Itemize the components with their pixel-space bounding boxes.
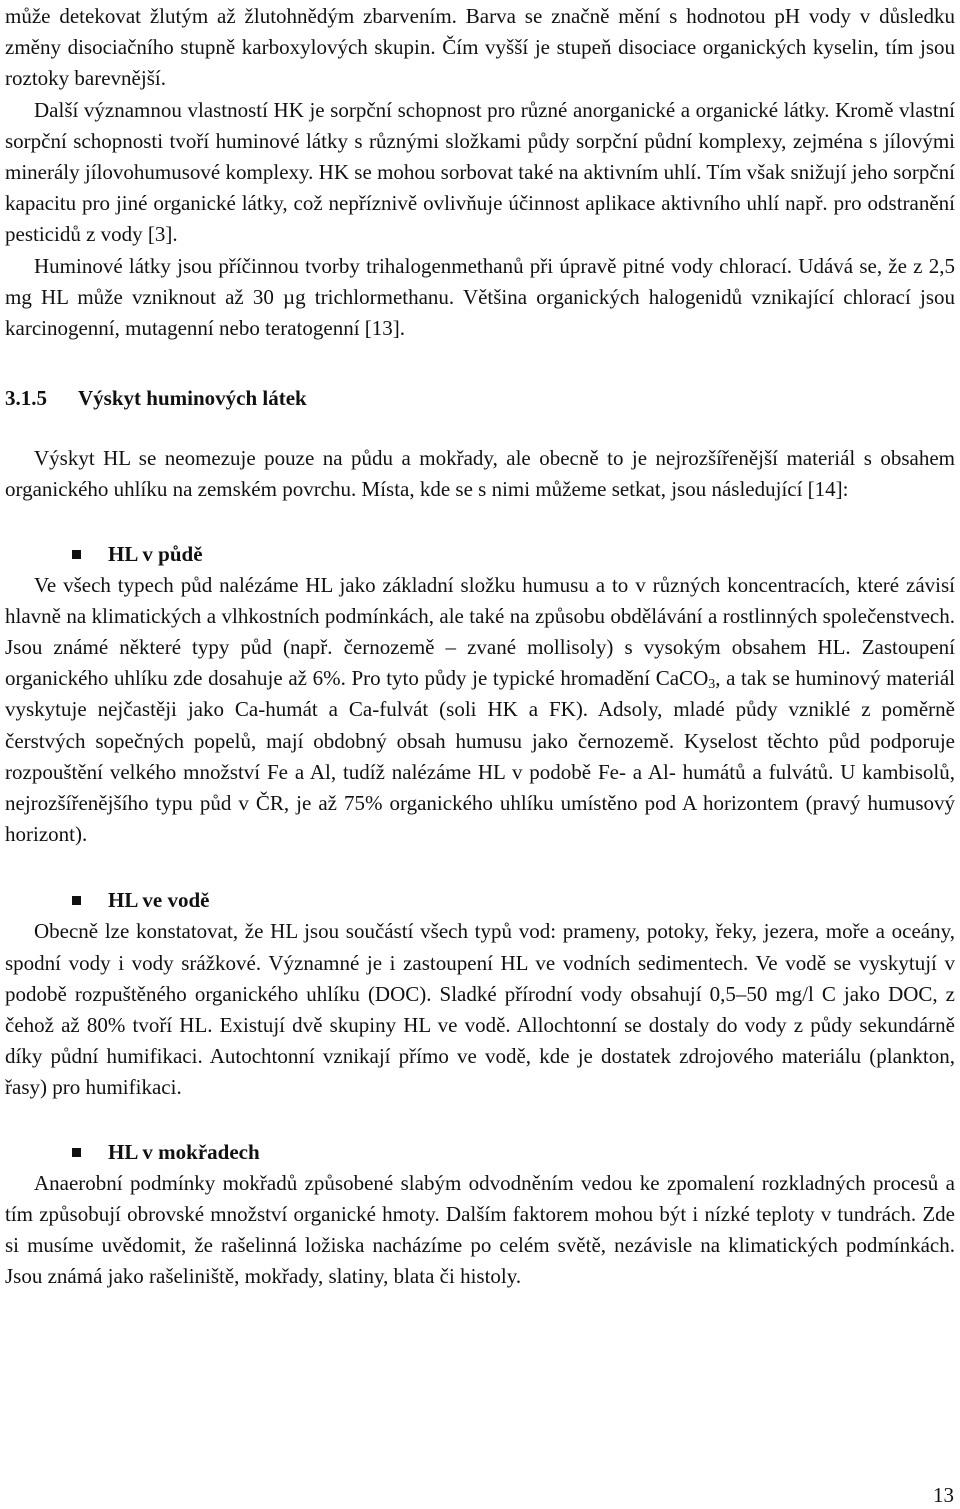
soil-text-after: , a tak se huminový materiál vyskytuje nejčastěji jako Ca-humát a Ca-fulvát (soli HK a FK). Adsoly, mladé půdy vzniklé z poměrně čerstvých sopečných popelů, mají obdobný obsah humusu jako černozemě. Kyselost těchto půd podporuje rozpouštění velkého množství Fe a Al, tudíž nalézáme HL v podobě Fe- a Al- humátů a fulvátů. U kambisolů, nejrozšířenějšího typu půd v ČR, je až 75% organického uhlíku umístěno pod A horizontem (pravý humusový horizont). (5, 666, 955, 847)
paragraph-wetlands: Anaerobní podmínky mokřadů způsobené slabým odvodněním vedou ke zpomalení rozkladných procesů a tím způsobují obrovské množství organické hmoty. Dalším faktorem mohou být i nízké teploty v tundrách. Zde si musíme uvědomit, že rašelinná ložiska nacházíme po celém světě, nezávisle na klimatických podmínkách. Jsou známá jako rašeliniště, mokřady, slatiny, blata či histoly. (5, 1170, 955, 1289)
paragraph-sorption: Další významnou vlastností HK je sorpční schopnost pro různé anorganické a organické látky. Kromě vlastní sorpční schopnosti tvoří huminové látky s různými složkami půdy sorpční půdní komplexy, zejména s jílovými minerály jílovohumusové komplexy. HK se mohou sorbovat také na aktivním uhlí. Tím však snižují jeho sorpční kapacitu pro jiné organické látky, což nepříznivě ovlivňuje účinnost aplikace aktivního uhlí např. pro odstranění pesticidů z vody [3]. (5, 97, 955, 247)
page-number: 13 (933, 1483, 954, 1507)
page-content (5, 0, 955, 1293)
bullet-heading-water (5, 885, 955, 916)
paragraph-chlorination: Huminové látky jsou příčinnou tvorby trihalogenmethanů při úpravě pitné vody chlorací. Udává se, že z 2,5 mg HL může vzniknout až 30 µg trichlormethanu. Většina organických halogenidů vznikající chlorací jsou karcinogenní, mutagenní nebo teratogenní [13]. (5, 253, 955, 341)
section-number: 3.1.5 (5, 386, 47, 411)
square-bullet-icon (72, 896, 81, 905)
section-title: Výskyt huminových látek (78, 386, 307, 411)
paragraph-color-ph: může detekovat žlutým až žlutohnědým zbarvením. Barva se značně mění s hodnotou pH vody v důsledku změny disociačního stupně karboxylových skupin. Čím vyšší je stupeň disociace organických kyselin, tím jsou roztoky barevnější. (5, 4, 955, 91)
bullet-heading-wetlands-label: HL v mokřadech (108, 1139, 260, 1164)
bullet-heading-wetlands (5, 1137, 955, 1168)
soil-text-before: Ve všech typech půd nalézáme HL jako základní složku humusu a to v různých koncentracích, které závisí hlavně na klimatických a vlhkostních podmínkách, ale také na způsobu obdělávání a rostlinných společenstvech. Jsou známé některé typy půd (např. černozemě – zvané mollisoly) s vysokým obsahem HL. Zastoupení organického uhlíku zde dosahuje až 6%. Pro tyto půdy je typické hromadění CaCO (5, 572, 955, 691)
bullet-heading-soil (5, 539, 955, 570)
caco3-subscript: 3 (708, 677, 716, 693)
paragraph-intro: Výskyt HL se neomezuje pouze na půdu a mokřady, ale obecně to je nejrozšířenější materiál s obsahem organického uhlíku na zemském povrchu. Místa, kde se s nimi můžeme setkat, jsou následující [14]: (5, 446, 955, 502)
square-bullet-icon (72, 1148, 81, 1157)
section-heading (5, 383, 955, 414)
paragraph-water: Obecně lze konstatovat, že HL jsou součástí všech typů vod: prameny, potoky, řeky, jezera, moře a oceány, spodní vody i vody srážkové. Významné je i zastoupení HL ve vodních sedimentech. Ve vodě se vyskytují v podobě rozpuštěného organického uhlíku (DOC). Sladké přírodní vody obsahují 0,5–50 mg/l C jako DOC, z čehož až 80% tvoří HL. Existují dvě skupiny HL ve vodě. Allochtonní se dostaly do vody z půdy sekundárně díky půdní humifikaci. Autochtonní vznikají přímo ve vodě, kde je dostatek zdrojového materiálu (plankton, řasy) pro humifikaci. (5, 919, 955, 1100)
bullet-heading-water-label: HL ve vodě (108, 888, 210, 913)
square-bullet-icon (72, 550, 81, 559)
paragraph-soil (5, 570, 955, 851)
bullet-heading-soil-label: HL v půdě (108, 541, 203, 566)
